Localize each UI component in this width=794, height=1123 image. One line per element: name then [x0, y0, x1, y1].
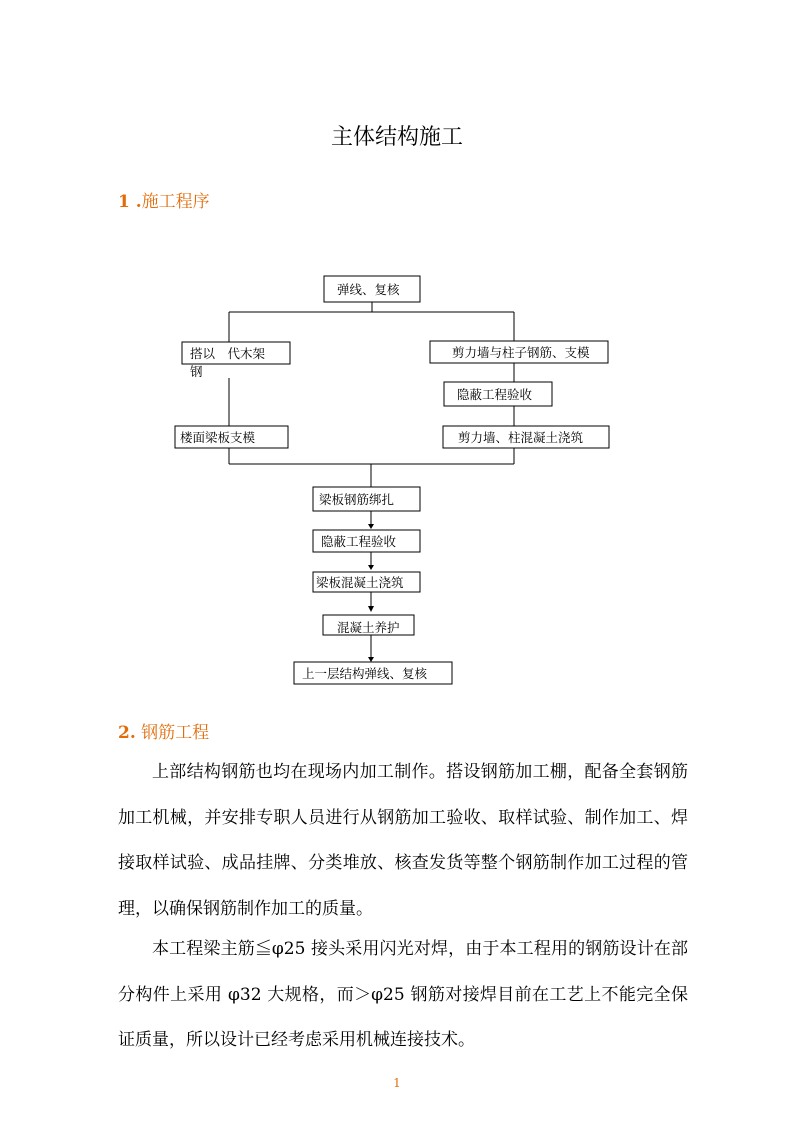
flow-text-step-1: 梁板钢筋绑扎 [319, 492, 395, 507]
flow-text-step-2: 隐蔽工程验收 [321, 534, 397, 549]
page-number: 1 [393, 1076, 401, 1090]
flow-text-left-2: 楼面梁板支模 [180, 430, 256, 445]
flow-text-right-1: 剪力墙与柱子钢筋、支模 [452, 345, 590, 360]
flow-text-step-3: 梁板混凝土浇筑 [316, 575, 404, 590]
body-paragraph-2: 本工程梁主筋≦φ25 接头采用闪光对焊，由于本工程用的钢筋设计在部分构件上采用 φ32 大规格，而＞φ25 钢筋对接焊目前在工艺上不能完全保证质量，所以设计已经考虑采用机械连接技术。 [118, 939, 688, 1050]
flow-text-step-4: 混凝土养护 [337, 620, 400, 635]
flow-text-left-1: 搭以 代木架 [190, 346, 266, 361]
flow-text-step-5: 上一层结构弹线、复核 [302, 666, 428, 681]
body-paragraph-1: 上部结构钢筋也均在现场内加工制作。搭设钢筋加工棚，配备全套钢筋加工机械，并安排专职人员进行从钢筋加工验收、取样试验、制作加工、焊接取样试验、成品挂牌、分类堆放、核查发货等整个钢筋制作加工过程的管理，以确保钢筋制作加工的质量。 [118, 762, 688, 919]
section-heading-2 [118, 718, 209, 743]
section-number: 1 . [118, 192, 142, 212]
arrow-down-icon [368, 606, 374, 612]
flow-text-left-1-line2: 钢 [190, 364, 203, 379]
page-title: 主体结构施工 [330, 125, 463, 150]
section-number: 2. [118, 723, 136, 743]
flow-text-right-3: 剪力墙、柱混凝土浇筑 [458, 430, 584, 445]
flow-text-right-2: 隐蔽工程验收 [457, 387, 533, 402]
section-title: 钢筋工程 [141, 723, 210, 743]
section-title: 施工程序 [141, 192, 210, 212]
arrow-down-icon [368, 565, 374, 570]
flow-text-start: 弹线、复核 [337, 282, 400, 297]
arrow-down-icon [368, 657, 374, 662]
arrow-down-icon [368, 524, 374, 529]
